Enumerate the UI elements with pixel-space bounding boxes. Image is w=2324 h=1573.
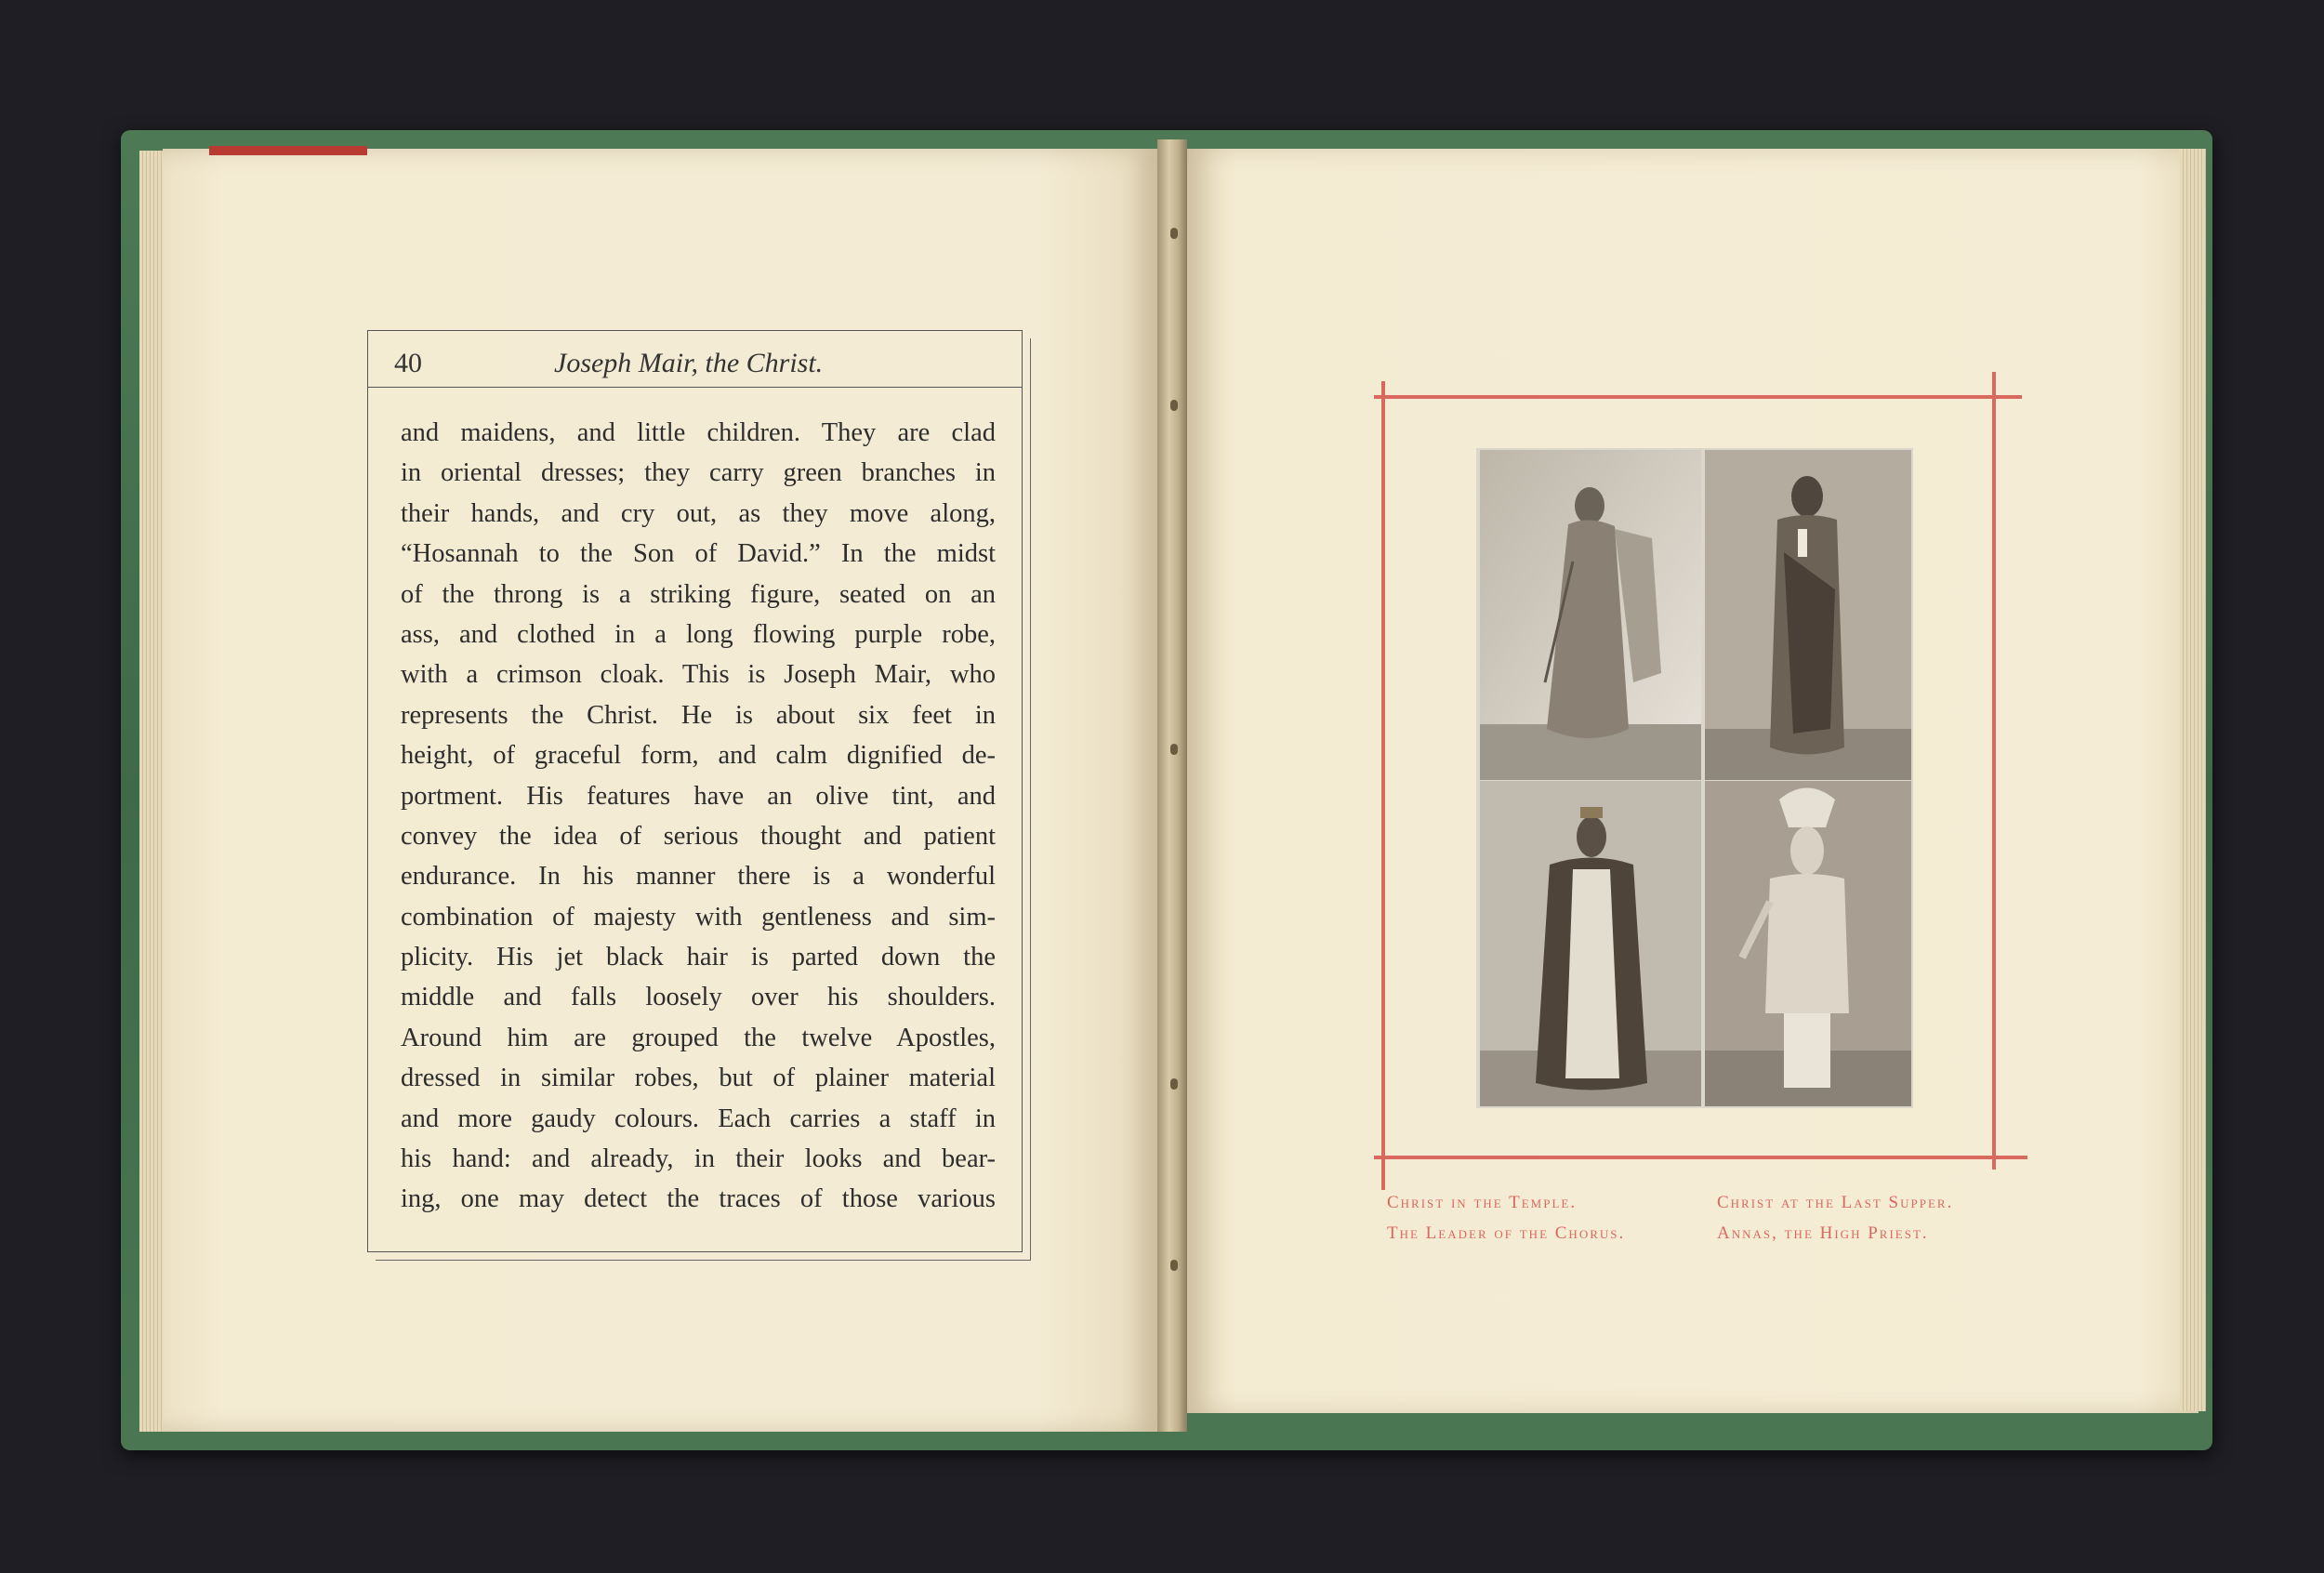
text-line: dressed in similar robes, but of plainer material bbox=[401, 1064, 996, 1093]
red-rule-bottom bbox=[1374, 1156, 2027, 1159]
text-line: his hand: and already, in their looks and bear- bbox=[401, 1144, 996, 1174]
red-rule-top bbox=[1374, 395, 2022, 399]
text-line: of the throng is a striking figure, seated on an bbox=[401, 579, 996, 609]
photo-leader-of-chorus bbox=[1480, 781, 1701, 1106]
text-line: endurance. In his manner there is a wonderful bbox=[401, 862, 996, 892]
photo-annas-high-priest bbox=[1705, 781, 1911, 1106]
photo-christ-in-temple bbox=[1480, 450, 1701, 780]
text-line: their hands, and cry out, as they move along, bbox=[401, 498, 996, 528]
photo-christ-last-supper bbox=[1705, 450, 1911, 780]
text-line: and more gaudy colours. Each carries a staff in bbox=[401, 1104, 996, 1133]
caption-leader-of-chorus: The Leader of the Chorus. bbox=[1387, 1223, 1626, 1243]
text-line: middle and falls loosely over his shoulders. bbox=[401, 983, 996, 1012]
text-line: and maidens, and little children. They are clad bbox=[401, 418, 996, 447]
text-line: combination of majesty with gentleness and sim- bbox=[401, 902, 996, 932]
caption-christ-in-temple: Christ in the Temple. bbox=[1387, 1193, 1578, 1212]
running-head-title: Joseph Mair, the Christ. bbox=[554, 348, 824, 378]
book-gutter bbox=[1157, 139, 1187, 1432]
text-line: in oriental dresses; they carry green branches in bbox=[401, 458, 996, 488]
binding-stitch bbox=[1170, 744, 1178, 755]
text-line: ing, one may detect the traces of those various bbox=[401, 1184, 996, 1214]
text-line: height, of graceful form, and calm dignified de- bbox=[401, 741, 996, 771]
right-page-edges bbox=[2180, 149, 2206, 1411]
text-line: Around him are grouped the twelve Apostles, bbox=[401, 1023, 996, 1052]
text-line: convey the idea of serious thought and patient bbox=[401, 821, 996, 851]
red-rule-left bbox=[1381, 381, 1385, 1190]
binding-stitch bbox=[1170, 400, 1178, 411]
bookmark-ribbon bbox=[209, 146, 367, 155]
text-line: “Hosannah to the Son of David.” In the midst bbox=[401, 539, 996, 569]
photo-plate bbox=[1476, 448, 1913, 1108]
caption-annas-high-priest: Annas, the High Priest. bbox=[1717, 1223, 1929, 1243]
body-text bbox=[401, 413, 996, 1220]
binding-stitch bbox=[1170, 1078, 1178, 1090]
text-line: portment. His features have an olive tint, and bbox=[401, 781, 996, 811]
text-line: with a crimson cloak. This is Joseph Mair, who bbox=[401, 660, 996, 690]
binding-stitch bbox=[1170, 228, 1178, 239]
running-header bbox=[368, 331, 1022, 388]
text-line: ass, and clothed in a long flowing purple robe, bbox=[401, 619, 996, 649]
text-line: represents the Christ. He is about six feet in bbox=[401, 700, 996, 730]
binding-stitch bbox=[1170, 1260, 1178, 1271]
text-line: plicity. His jet black hair is parted down the bbox=[401, 943, 996, 972]
caption-christ-last-supper: Christ at the Last Supper. bbox=[1717, 1193, 1954, 1212]
page-number: 40 bbox=[394, 348, 422, 378]
red-rule-right bbox=[1992, 372, 1996, 1170]
text-frame bbox=[367, 330, 1023, 1252]
